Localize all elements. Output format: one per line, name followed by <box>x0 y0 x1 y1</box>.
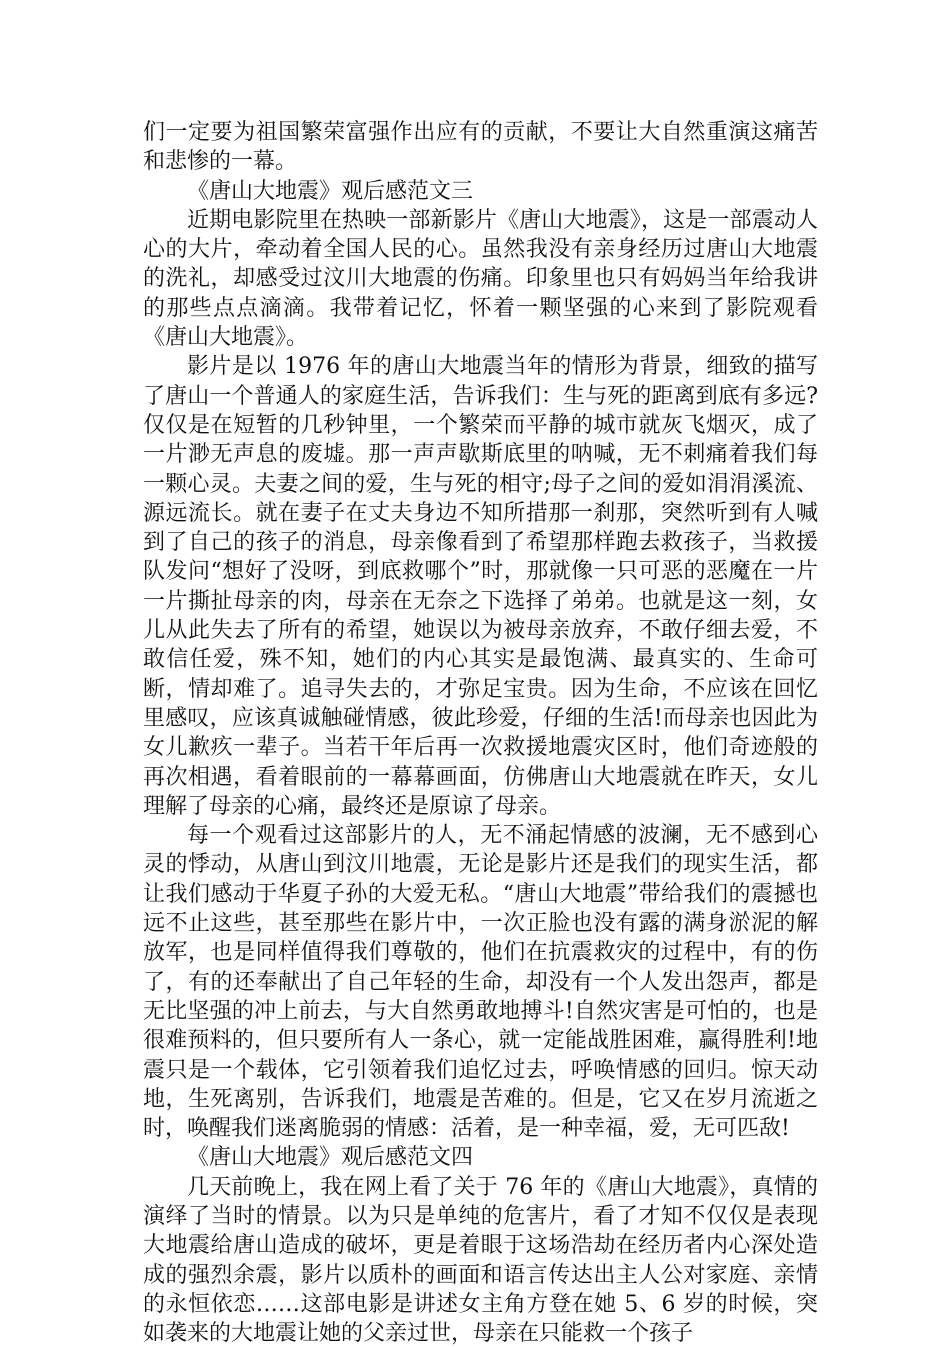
document-body <box>143 118 818 1348</box>
section-heading-3: 《唐山大地震》观后感范文三 <box>187 178 474 204</box>
section-heading-4: 《唐山大地震》观后感范文四 <box>187 1145 474 1171</box>
body-paragraph: 几天前晚上，我在网上看了关于 76 年的《唐山大地震》，真情的演绎了当时的情景。以为只是单纯的危害片，看了才知不仅仅是表现大地震给唐山造成的破坏，更是着眼于这场浩劫在经历者内心深处造成的强烈余震，影片以质朴的画面和语言传达出主人公对家庭、亲情的永恒依恋……这部电影是讲述女主角方登在她 5、6 岁的时候，突如袭来的大地震让她的父亲过世，母亲在只能救一个孩子 <box>143 1174 818 1347</box>
body-paragraph: 每一个观看过这部影片的人，无不涌起情感的波澜，无不感到心灵的悸动，从唐山到汶川地震，无论是影片还是我们的现实生活，都让我们感动于华夏子孙的大爱无私。“唐山大地震”带给我们的震撼也远不止这些，甚至那些在影片中，一次正脸也没有露的满身淤泥的解放军，也是同样值得我们尊敬的，他们在抗震救灾的过程中，有的伤了，有的还奉献出了自己年轻的生命，却没有一个人发出怨声，都是无比坚强的冲上前去，与大自然勇敢地搏斗!自然灾害是可怕的，也是很难预料的，但只要所有人一条心，就一定能战胜困难，赢得胜利!地震只是一个载体，它引领着我们追忆过去，呼唤情感的回归。惊天动地，生死离别，告诉我们，地震是苦难的。但是，它又在岁月流逝之时，唤醒我们迷离脆弱的情感：活着，是一种幸福，爱，无可匹敌! <box>143 823 818 1142</box>
body-paragraph: 影片是以 1976 年的唐山大地震当年的情形为背景，细致的描写了唐山一个普通人的家庭生活，告诉我们：生与死的距离到底有多远?仅仅是在短暂的几秒钟里，一个繁荣而平静的城市就灰飞烟灭，成了一片渺无声息的废墟。那一声声歇斯底里的呐喊，无不刺痛着我们每一颗心灵。夫妻之间的爱，生与死的相守;母子之间的爱如涓涓溪流、源远流长。就在妻子在丈夫身边不知所措那一刹那，突然听到有人喊到了自己的孩子的消息，母亲像看到了希望那样跑去救孩子，当救援队发问“想好了没呀，到底救哪个”时，那就像一只可恶的恶魔在一片一片撕扯母亲的肉，母亲在无奈之下选择了弟弟。也就是这一刻，女儿从此失去了所有的希望，她误以为被母亲放弃，不敢仔细去爱，不敢信任爱，殊不知，她们的内心其实是最饱满、最真实的、生命可断，情却难了。追寻失去的，才弥足宝贵。因为生命，不应该在回忆里感叹，应该真诚触碰情感，彼此珍爱，仔细的生活!而母亲也因此为女儿歉疚一辈子。当若干年后再一次救援地震灾区时，他们奇迹般的再次相遇，看着眼前的一幕幕画面，仿佛唐山大地震就在昨天，女儿理解了母亲的心痛，最终还是原谅了母亲。 <box>143 354 818 819</box>
body-paragraph: 近期电影院里在热映一部新影片《唐山大地震》，这是一部震动人心的大片，牵动着全国人民的心。虽然我没有亲身经历过唐山大地震的洗礼，却感受过汶川大地震的伤痛。印象里也只有妈妈当年给我讲的那些点点滴滴。我带着记忆，怀着一颗坚强的心来到了影院观看《唐山大地震》。 <box>143 207 818 351</box>
continued-paragraph: 们一定要为祖国繁荣富强作出应有的贡献，不要让大自然重演这痛苦和悲惨的一幕。 <box>143 120 818 175</box>
